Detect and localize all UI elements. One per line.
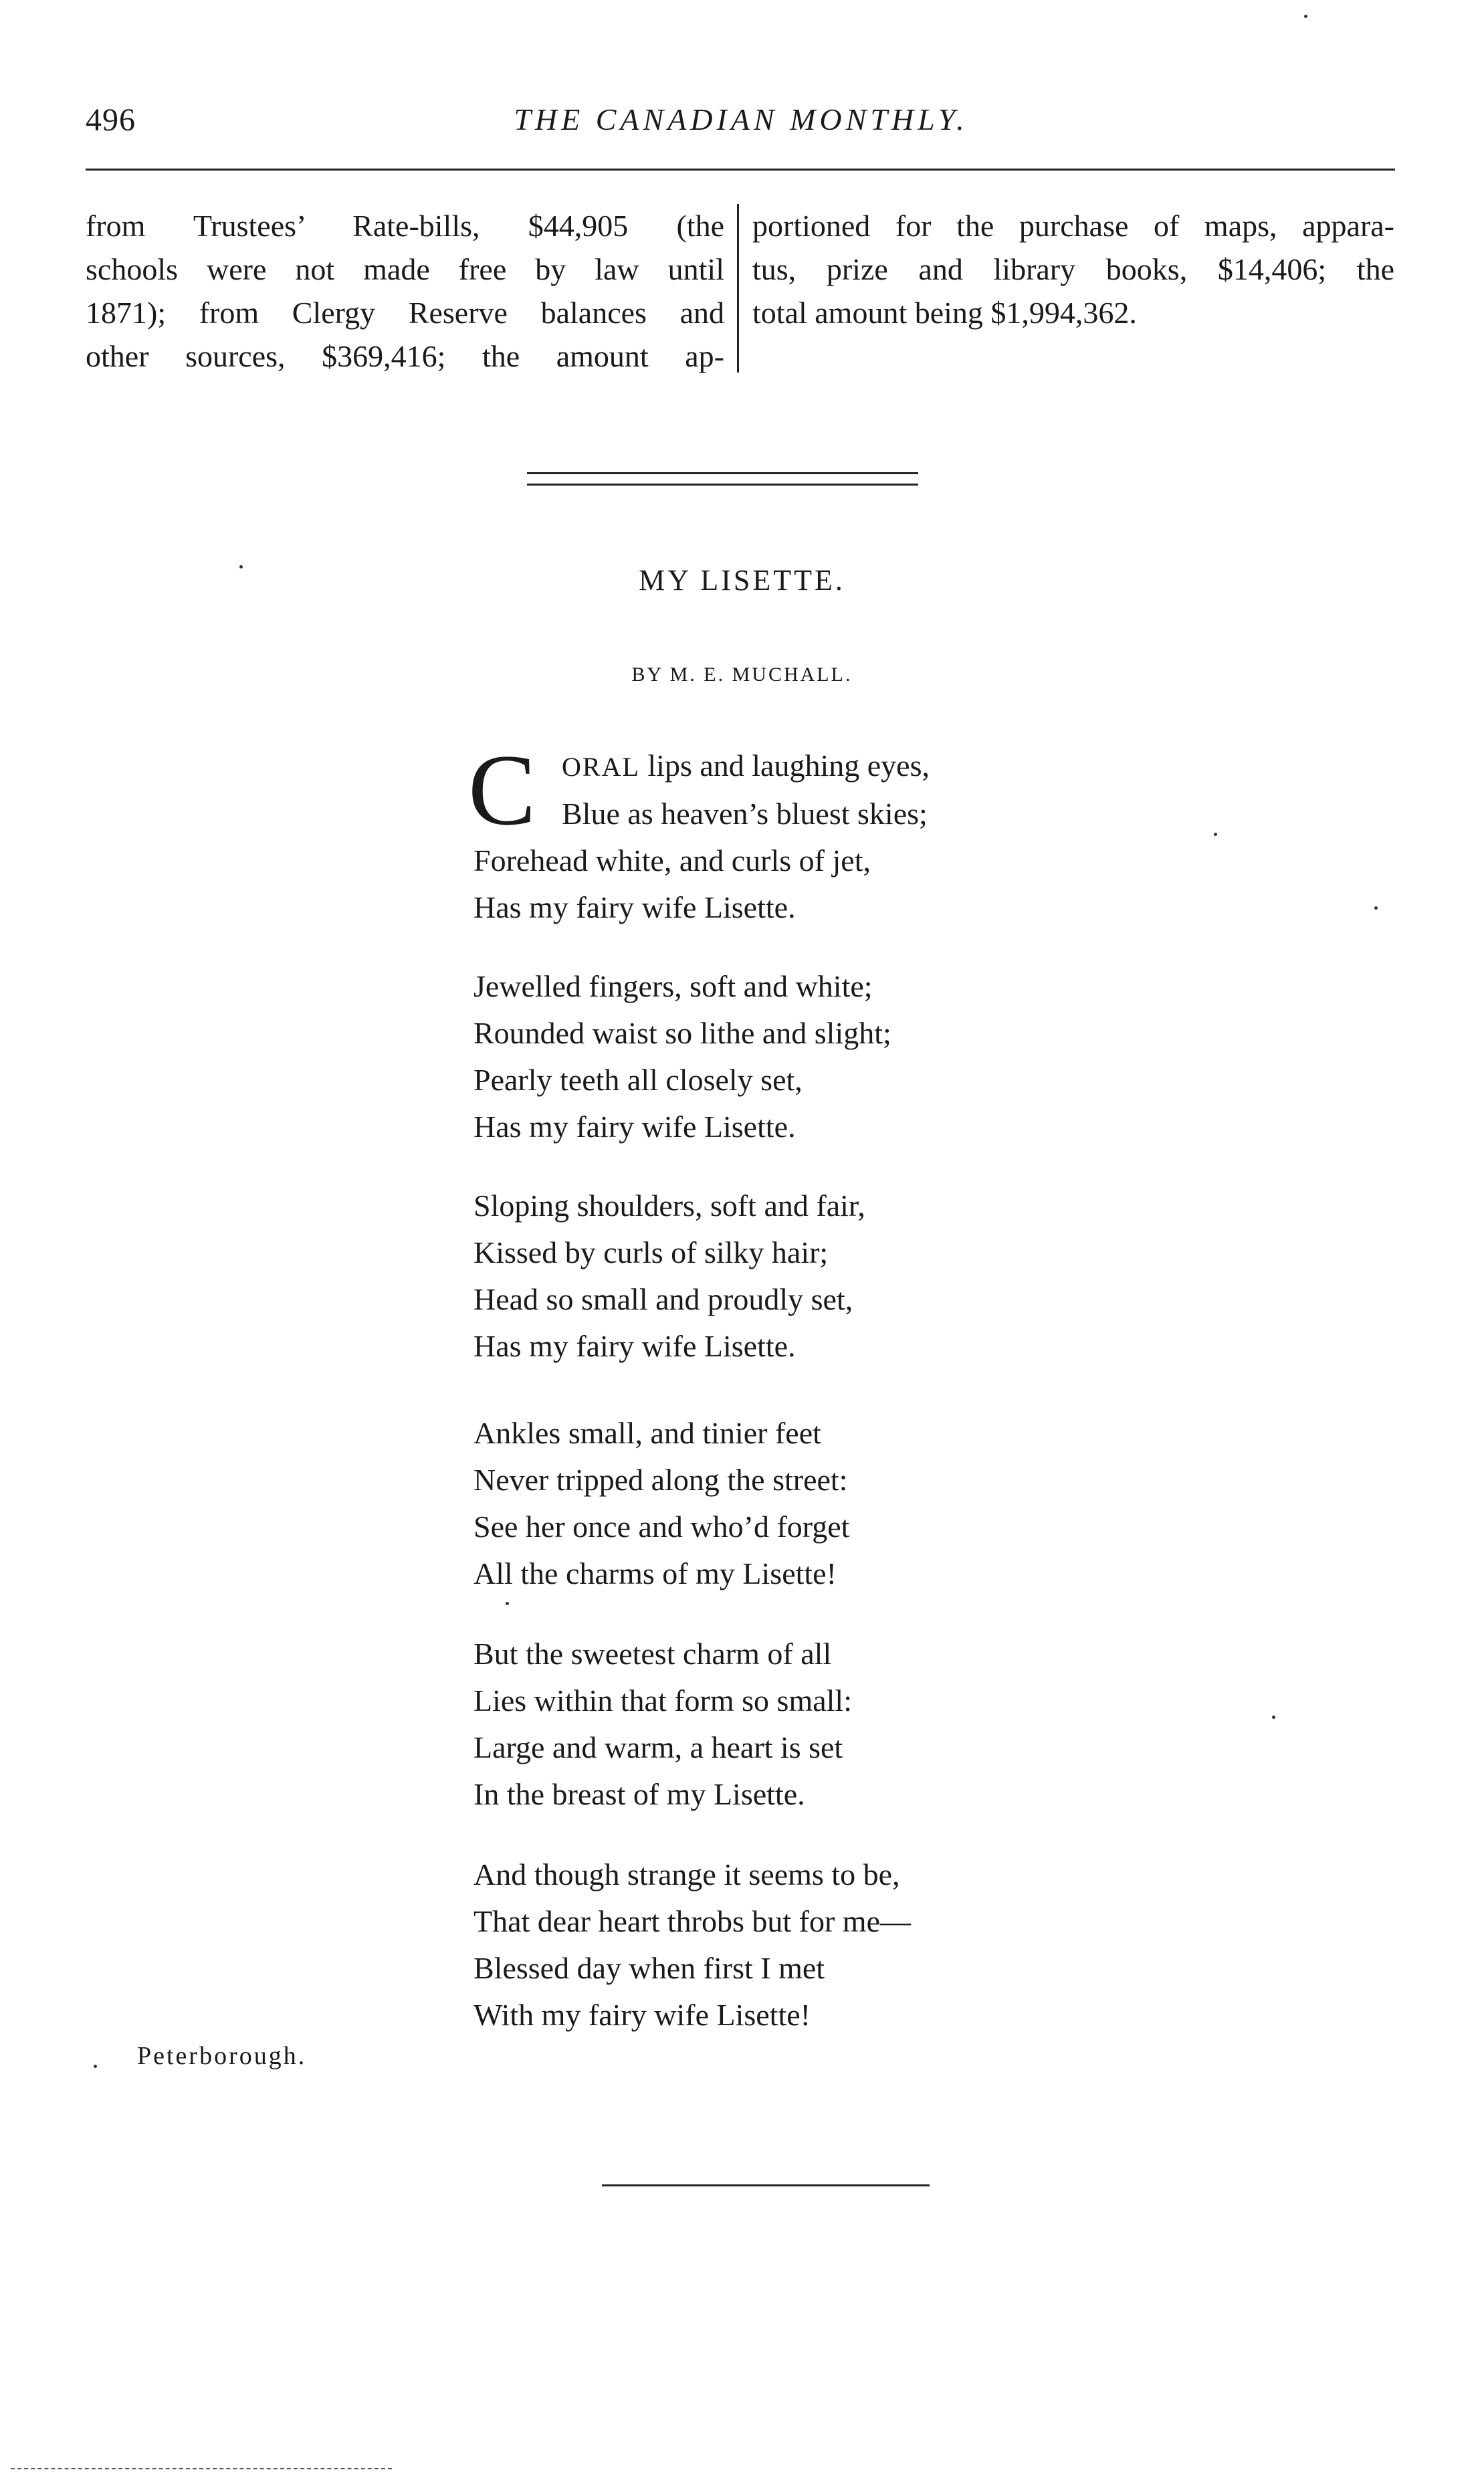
print-speck <box>239 565 243 569</box>
verse-line: Has my fairy wife Lisette. <box>473 1110 796 1144</box>
scan-edge-mark <box>11 2468 392 2469</box>
stanza-3 <box>473 1182 1075 1370</box>
verse-line: In the breast of my Lisette. <box>473 1777 805 1811</box>
print-speck <box>1304 15 1307 18</box>
verse-line: All the charms of my Lisette! <box>473 1556 837 1590</box>
print-speck <box>1214 833 1217 836</box>
text-line: total amount being $1,994,362. <box>752 296 1137 330</box>
verse-line: Rounded waist so lithe and slight; <box>473 1016 891 1050</box>
header-rule <box>86 169 1395 171</box>
drop-cap: C <box>468 734 536 846</box>
stanza-6 <box>473 1851 1075 2039</box>
verse-line: Jewelled fingers, soft and white; <box>473 969 873 1003</box>
verse-line: Never tripped along the street: <box>473 1463 848 1497</box>
verse-line: That dear heart throbs but for me— <box>473 1904 911 1938</box>
print-speck <box>506 1602 509 1605</box>
verse-line: Forehead white, and curls of jet, <box>473 843 871 878</box>
page-number: 496 <box>86 102 136 138</box>
column-divider <box>737 204 739 373</box>
stanza-2 <box>473 963 1075 1150</box>
verse-line: And though strange it seems to be, <box>473 1857 900 1891</box>
left-column <box>86 204 724 378</box>
stanza-1 <box>473 742 1075 931</box>
stanza-4 <box>473 1410 1075 1597</box>
print-speck <box>1272 1716 1275 1719</box>
verse-line: Blessed day when first I met <box>473 1951 825 1985</box>
verse-first-word: ORAL <box>562 752 640 782</box>
end-rule <box>602 2184 930 2186</box>
verse-line: Blue as heaven’s bluest skies; <box>562 797 928 831</box>
verse-line: But the sweetest charm of all <box>473 1637 832 1671</box>
text-line: other sources, $369,416; the amount ap- <box>86 339 724 373</box>
verse-line <box>473 742 1075 791</box>
text-line: tus, prize and library books, $14,406; the <box>752 252 1394 286</box>
verse-line: Large and warm, a heart is set <box>473 1730 843 1764</box>
text-line: 1871); from Clergy Reserve balances and <box>86 296 724 330</box>
print-speck <box>94 2065 97 2068</box>
verse-first-line-rest: lips and laughing eyes, <box>639 748 930 783</box>
verse-line: See her once and who’d forget <box>473 1510 850 1544</box>
text-line: from Trustees’ Rate-bills, $44,905 (the <box>86 209 724 243</box>
running-head <box>86 102 1396 148</box>
text-line: schools were not made free by law until <box>86 252 724 286</box>
verse-line: Sloping shoulders, soft and fair, <box>473 1189 865 1223</box>
text-line: portioned for the purchase of maps, appara- <box>752 209 1394 243</box>
verse-line: Has my fairy wife Lisette. <box>473 890 796 924</box>
place-signature: Peterborough. <box>137 2042 307 2070</box>
print-speck <box>1374 906 1378 910</box>
verse-line: Pearly teeth all closely set, <box>473 1063 803 1097</box>
poem-title: MY LISETTE. <box>639 564 845 597</box>
right-column <box>752 204 1394 334</box>
poem-byline: BY M. E. MUCHALL. <box>631 663 853 686</box>
journal-title: THE CANADIAN MONTHLY. <box>514 102 968 136</box>
verse-line: Kissed by curls of silky hair; <box>473 1235 829 1269</box>
verse-line: Head so small and proudly set, <box>473 1282 853 1316</box>
section-double-rule <box>527 472 918 486</box>
verse-line: Ankles small, and tinier feet <box>473 1416 821 1450</box>
stanza-5 <box>473 1631 1075 1818</box>
verse-line: Has my fairy wife Lisette. <box>473 1329 796 1363</box>
verse-line: With my fairy wife Lisette! <box>473 1998 811 2032</box>
verse-line: Lies within that form so small: <box>473 1683 852 1718</box>
